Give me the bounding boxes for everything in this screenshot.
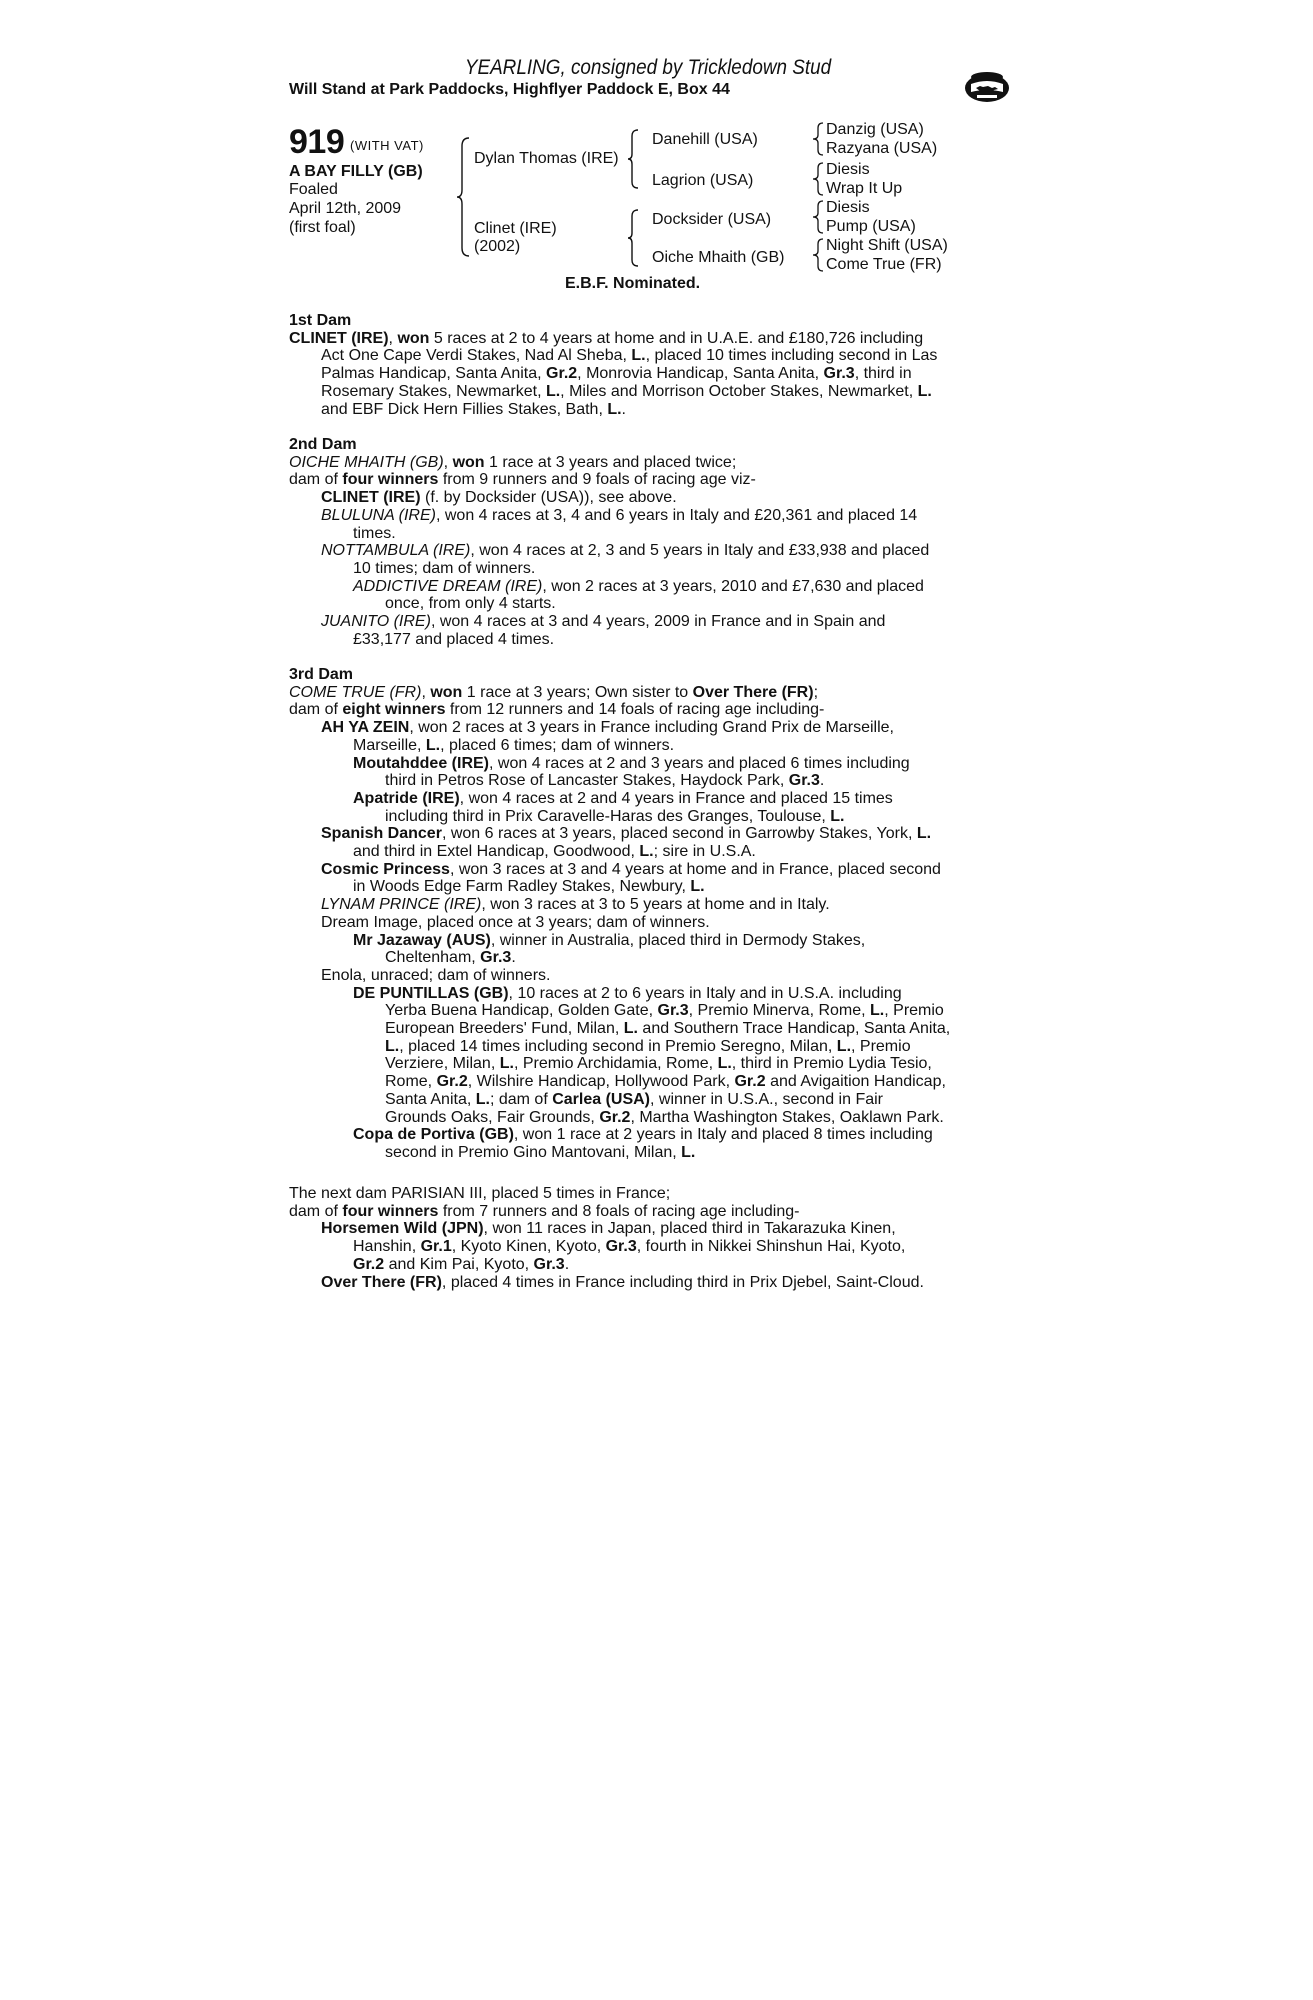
text-line xyxy=(289,383,1005,401)
text-run: , fourth in Nikkei Shinshun Hai, Kyoto, xyxy=(636,1238,906,1256)
bold-text: CLINET (IRE) xyxy=(289,329,389,347)
text-run: and Southern Trace Handicap, Santa Anita, xyxy=(637,1020,951,1038)
text-run: , xyxy=(443,453,453,471)
section-title: 1st Dam xyxy=(289,312,352,329)
bold-text: L. xyxy=(623,1020,638,1038)
text-run: European Breeders' Fund, Milan, xyxy=(385,1020,624,1038)
bold-text: Horsemen Wild (JPN) xyxy=(321,1220,484,1238)
text-run: , winner in Australia, placed third in Dermody Stakes, xyxy=(490,931,866,949)
text-run: . xyxy=(511,949,516,967)
bold-text: Gr.2 xyxy=(546,365,578,383)
text-run: and third in Extel Handicap, Goodwood, xyxy=(353,843,640,861)
text-line xyxy=(289,489,1005,507)
sire-sire-name: Danehill (USA) xyxy=(652,131,758,148)
vat-note: (WITH VAT) xyxy=(350,138,424,153)
text-run: once, from only 4 starts. xyxy=(385,595,556,613)
text-run: , 10 races at 2 to 6 years in Italy and in U.S.A. including xyxy=(508,984,902,1002)
italic-text: NOTTAMBULA (IRE) xyxy=(321,542,471,560)
text-line xyxy=(289,1073,1005,1091)
text-line xyxy=(289,701,1005,719)
text-run: , won 2 races at 3 years, 2010 and £7,630 and placed xyxy=(542,577,924,595)
bold-text: Apatride (IRE) xyxy=(353,789,460,807)
italic-text: LYNAM PRINCE (IRE) xyxy=(321,896,482,914)
text-run: , won 4 races at 2, 3 and 5 years in Italy and £33,938 and placed xyxy=(470,542,930,560)
text-line xyxy=(289,1020,1005,1038)
bold-text: Gr.2 xyxy=(599,1108,631,1126)
text-line xyxy=(289,1238,1005,1256)
text-line xyxy=(289,1002,1005,1020)
text-run: Yerba Buena Handicap, Golden Gate, xyxy=(385,1002,658,1020)
bold-text: Gr.2 xyxy=(436,1073,468,1091)
text-run: (f. by Docksider (USA)), see above. xyxy=(420,489,677,507)
text-run: , third in Premio Lydia Tesio, xyxy=(731,1055,932,1073)
text-run: in Woods Edge Farm Radley Stakes, Newbury, xyxy=(353,878,691,896)
granddam-line-5: Diesis xyxy=(826,199,870,216)
text-run: second in Premio Gino Mantovani, Milan, xyxy=(385,1143,682,1161)
sire-dam-name: Lagrion (USA) xyxy=(652,172,754,189)
dam-dam-name: Oiche Mhaith (GB) xyxy=(652,249,785,266)
text-run: dam of xyxy=(289,1202,343,1220)
text-line xyxy=(289,896,1005,914)
text-run: , Premio Archidamia, Rome, xyxy=(513,1055,718,1073)
text-line xyxy=(289,967,1005,985)
text-line xyxy=(289,755,1005,773)
italic-text: BLULUNA (IRE) xyxy=(321,506,436,524)
dam-sire-name: Docksider (USA) xyxy=(652,211,772,228)
text-line xyxy=(289,985,1005,1003)
text-run: from 7 runners and 8 foals of racing age including- xyxy=(438,1202,800,1220)
text-run: 5 races at 2 to 4 years at home and in U.A.E. and £180,726 including xyxy=(429,329,924,347)
text-run: , Miles and Morrison October Stakes, Newmarket, xyxy=(560,382,918,400)
bold-text: Gr.2 xyxy=(734,1073,766,1091)
bold-text: L. xyxy=(690,878,705,896)
section-title: 3rd Dam xyxy=(289,666,354,683)
first-dam-section xyxy=(289,312,1005,418)
text-run: , placed 14 times including second in Premio Seregno, Milan, xyxy=(399,1037,837,1055)
italic-text: ADDICTIVE DREAM (IRE) xyxy=(353,577,543,595)
bold-text: L. xyxy=(385,1037,400,1055)
text-run: , Wilshire Handicap, Hollywood Park, xyxy=(467,1073,735,1091)
text-run: and Kim Pai, Kyoto, xyxy=(384,1255,534,1273)
dam-foaling-year: (2002) xyxy=(474,238,521,255)
bold-text: L. xyxy=(916,825,932,843)
text-run: , winner in U.S.A., second in Fair xyxy=(650,1090,883,1108)
text-line xyxy=(289,347,1005,365)
bold-text: four winners xyxy=(342,471,439,489)
bold-text: Gr.3 xyxy=(657,1002,689,1020)
text-run: , won 4 races at 3 and 4 years, 2009 in France and in Spain and xyxy=(430,613,886,631)
text-run: 1 race at 3 years; Own sister to xyxy=(462,683,693,701)
text-run: Marseille, xyxy=(353,736,426,754)
bold-text: four winners xyxy=(342,1202,439,1220)
text-run: , placed 6 times; dam of winners. xyxy=(440,736,675,754)
text-run: dam of xyxy=(289,701,343,719)
text-run: , won 4 races at 2 and 3 years and placed 6 times including xyxy=(489,754,910,772)
text-line xyxy=(289,471,1005,489)
bold-text: L. xyxy=(639,843,654,861)
lot-description: A BAY FILLY (GB) xyxy=(289,163,423,180)
bold-text: AH YA ZEIN xyxy=(321,719,410,737)
text-run: Cheltenham, xyxy=(385,949,481,967)
text-run: Rosemary Stakes, Newmarket, xyxy=(321,382,546,400)
bold-text: L. xyxy=(631,347,646,365)
granddam-line-4: Wrap It Up xyxy=(826,180,903,197)
text-line xyxy=(289,684,1005,702)
next-dam-section xyxy=(289,1185,1005,1291)
text-line xyxy=(289,932,1005,950)
text-run: Palmas Handicap, Santa Anita, xyxy=(321,365,547,383)
text-line xyxy=(289,1126,1005,1144)
dam-name: Clinet (IRE) xyxy=(474,220,557,237)
bold-text: L. xyxy=(499,1055,514,1073)
bold-text: Over There (FR) xyxy=(321,1273,442,1291)
text-run: , placed 10 times including second in Las xyxy=(645,347,938,365)
granddam-line-8: Come True (FR) xyxy=(826,256,942,273)
bold-text: Carlea (USA) xyxy=(552,1090,651,1108)
text-line xyxy=(289,878,1005,896)
text-run: from 12 runners and 14 foals of racing age including- xyxy=(445,701,825,719)
text-run: , Monrovia Handicap, Santa Anita, xyxy=(577,365,824,383)
granddam-line-2: Razyana (USA) xyxy=(826,140,938,157)
text-run: 10 times; dam of winners. xyxy=(353,559,536,577)
granddam-line-7: Night Shift (USA) xyxy=(826,237,948,254)
granddam-line-1: Danzig (USA) xyxy=(826,121,924,138)
pedigree-brace-g3 xyxy=(811,199,825,235)
pedigree-brace-g2 xyxy=(811,161,825,197)
pedigree-brace-main xyxy=(455,136,471,258)
text-run: Enola, unraced; dam of winners. xyxy=(321,966,551,984)
text-run: third in Petros Rose of Lancaster Stakes, Haydock Park, xyxy=(385,772,789,790)
text-line xyxy=(289,1055,1005,1073)
text-run: , won 6 races at 3 years, placed second in Garrowby Stakes, York, xyxy=(441,825,917,843)
section-body xyxy=(289,684,1005,1162)
text-line xyxy=(289,719,1005,737)
text-run: , won 1 race at 2 years in Italy and placed 8 times including xyxy=(513,1126,933,1144)
text-run: ; dam of xyxy=(489,1090,553,1108)
text-line xyxy=(289,1185,1005,1203)
foaled-date: April 12th, 2009 xyxy=(289,200,402,217)
text-run: . xyxy=(819,772,825,790)
sire-name: Dylan Thomas (IRE) xyxy=(474,150,619,167)
text-run: and Avigaition Handicap, xyxy=(765,1073,946,1091)
bold-text: Gr.3 xyxy=(533,1255,565,1273)
bold-text: Gr.1 xyxy=(420,1238,452,1256)
lot-number: 919 xyxy=(289,123,345,161)
bold-text: L. xyxy=(836,1037,852,1055)
section-body xyxy=(289,454,1005,649)
bold-text: Mr Jazaway (AUS) xyxy=(353,931,491,949)
bold-text: L. xyxy=(475,1090,490,1108)
ebf-nomination: E.B.F. Nominated. xyxy=(565,275,701,292)
text-run: times. xyxy=(353,524,396,542)
text-line xyxy=(289,861,1005,879)
text-run: , third in xyxy=(854,365,912,383)
bold-text: L. xyxy=(425,736,441,754)
granddam-line-6: Pump (USA) xyxy=(826,218,916,235)
text-line xyxy=(289,525,1005,543)
text-run: , Kyoto Kinen, Kyoto, xyxy=(451,1238,606,1256)
text-run: from 9 runners and 9 foals of racing age viz- xyxy=(438,471,756,489)
text-run: Act One Cape Verdi Stakes, Nad Al Sheba, xyxy=(321,347,632,365)
text-run: Rome, xyxy=(385,1073,437,1091)
granddam-line-3: Diesis xyxy=(826,161,870,178)
text-run: £33,177 and placed 4 times. xyxy=(353,630,555,648)
text-line xyxy=(289,825,1005,843)
text-run: and EBF Dick Hern Fillies Stakes, Bath, xyxy=(321,400,608,418)
bold-text: eight winners xyxy=(342,701,446,719)
bold-text: Copa de Portiva (GB) xyxy=(353,1126,514,1144)
bold-text: Gr.2 xyxy=(353,1255,385,1273)
bold-text: L. xyxy=(717,1055,732,1073)
text-line xyxy=(289,507,1005,525)
first-foal-note: (first foal) xyxy=(289,219,356,236)
text-line xyxy=(289,595,1005,613)
italic-text: COME TRUE (FR) xyxy=(289,683,422,701)
section-title: 2nd Dam xyxy=(289,436,357,453)
bold-text: won xyxy=(430,683,463,701)
text-line xyxy=(289,1091,1005,1109)
text-line xyxy=(289,365,1005,383)
text-line xyxy=(289,737,1005,755)
text-run: . xyxy=(621,400,626,418)
text-line xyxy=(289,1038,1005,1056)
text-run: Hanshin, xyxy=(353,1238,421,1256)
text-line xyxy=(289,560,1005,578)
bold-text: won xyxy=(452,453,485,471)
text-run: Grounds Oaks, Fair Grounds, xyxy=(385,1108,600,1126)
text-run: , won 4 races at 2 and 4 years in France and placed 15 times xyxy=(459,789,893,807)
bold-text: Spanish Dancer xyxy=(321,825,442,843)
text-line xyxy=(289,790,1005,808)
bold-text: L. xyxy=(607,400,622,418)
text-line xyxy=(289,949,1005,967)
text-run: , Premio Minerva, Rome, xyxy=(688,1002,871,1020)
text-run: , xyxy=(421,683,431,701)
text-line xyxy=(289,1203,1005,1221)
bold-text: DE PUNTILLAS (GB) xyxy=(353,984,509,1002)
text-run: , won 4 races at 3, 4 and 6 years in Italy and £20,361 and placed 14 xyxy=(435,506,918,524)
consignor-logo-icon xyxy=(962,66,1012,106)
text-line xyxy=(289,1220,1005,1238)
text-run: Verziere, Milan, xyxy=(385,1055,500,1073)
text-line xyxy=(289,401,1005,419)
pedigree-brace-sire xyxy=(626,128,640,190)
pedigree-brace-g1 xyxy=(811,121,825,157)
bold-text: Gr.3 xyxy=(788,772,820,790)
section-body xyxy=(289,1185,1005,1291)
text-run: , Martha Washington Stakes, Oaklawn Park. xyxy=(630,1108,944,1126)
text-run: , placed 4 times in France including third in Prix Djebel, Saint-Cloud. xyxy=(441,1273,924,1291)
text-run: , xyxy=(388,329,398,347)
bold-text: Moutahddee (IRE) xyxy=(353,754,489,772)
bold-text: Gr.3 xyxy=(605,1238,637,1256)
text-run: ; xyxy=(813,683,819,701)
bold-text: Gr.3 xyxy=(823,365,855,383)
consignor-heading: YEARLING, consigned by Trickledown Stud xyxy=(464,56,832,79)
text-run: Dream Image, placed once at 3 years; dam of winners. xyxy=(321,913,710,931)
text-line xyxy=(289,542,1005,560)
third-dam-section xyxy=(289,666,1005,1162)
bold-text: L. xyxy=(830,807,845,825)
text-line xyxy=(289,1256,1005,1274)
text-line xyxy=(289,1274,1005,1292)
text-run: Santa Anita, xyxy=(385,1090,476,1108)
text-run: dam of xyxy=(289,471,343,489)
text-line xyxy=(289,843,1005,861)
bold-text: L. xyxy=(681,1143,696,1161)
text-run: , Premio xyxy=(851,1037,911,1055)
text-line xyxy=(289,772,1005,790)
text-run: The next dam PARISIAN III, placed 5 times in France; xyxy=(289,1185,671,1202)
pedigree-brace-dam xyxy=(626,208,640,268)
text-run: , Premio xyxy=(884,1002,944,1020)
text-line xyxy=(289,578,1005,596)
text-line xyxy=(289,808,1005,826)
text-line xyxy=(289,914,1005,932)
bold-text: won xyxy=(397,329,430,347)
pedigree-brace-g4 xyxy=(811,237,825,273)
text-line xyxy=(289,631,1005,649)
text-line xyxy=(289,1109,1005,1127)
text-run: , won 11 races in Japan, placed third in Takarazuka Kinen, xyxy=(483,1220,896,1238)
text-line xyxy=(289,1144,1005,1162)
text-run: , won 3 races at 3 and 4 years at home and in France, placed second xyxy=(449,860,941,878)
foaled-label: Foaled xyxy=(289,181,338,198)
stabling-location: Will Stand at Park Paddocks, Highflyer Paddock E, Box 44 xyxy=(289,81,730,98)
text-run: 1 race at 3 years and placed twice; xyxy=(484,453,737,471)
italic-text: OICHE MHAITH (GB) xyxy=(289,453,444,471)
section-body xyxy=(289,330,1005,419)
text-line xyxy=(289,454,1005,472)
bold-text: Cosmic Princess xyxy=(321,860,450,878)
bold-text: L. xyxy=(917,382,932,400)
text-run: , won 2 races at 3 years in France including Grand Prix de Marseille, xyxy=(409,719,894,737)
text-line xyxy=(289,613,1005,631)
bold-text: L. xyxy=(545,382,561,400)
bold-text: Gr.3 xyxy=(480,949,512,967)
text-run: , won 3 races at 3 to 5 years at home and in Italy. xyxy=(481,896,830,914)
second-dam-section xyxy=(289,436,1005,648)
bold-text: Over There (FR) xyxy=(692,683,814,701)
bold-text: L. xyxy=(870,1002,885,1020)
italic-text: JUANITO (IRE) xyxy=(321,613,431,631)
bold-text: CLINET (IRE) xyxy=(321,489,421,507)
text-run: including third in Prix Caravelle-Haras des Granges, Toulouse, xyxy=(385,807,831,825)
text-run: ; sire in U.S.A. xyxy=(653,843,756,861)
text-run: . xyxy=(564,1255,570,1273)
text-line xyxy=(289,330,1005,348)
